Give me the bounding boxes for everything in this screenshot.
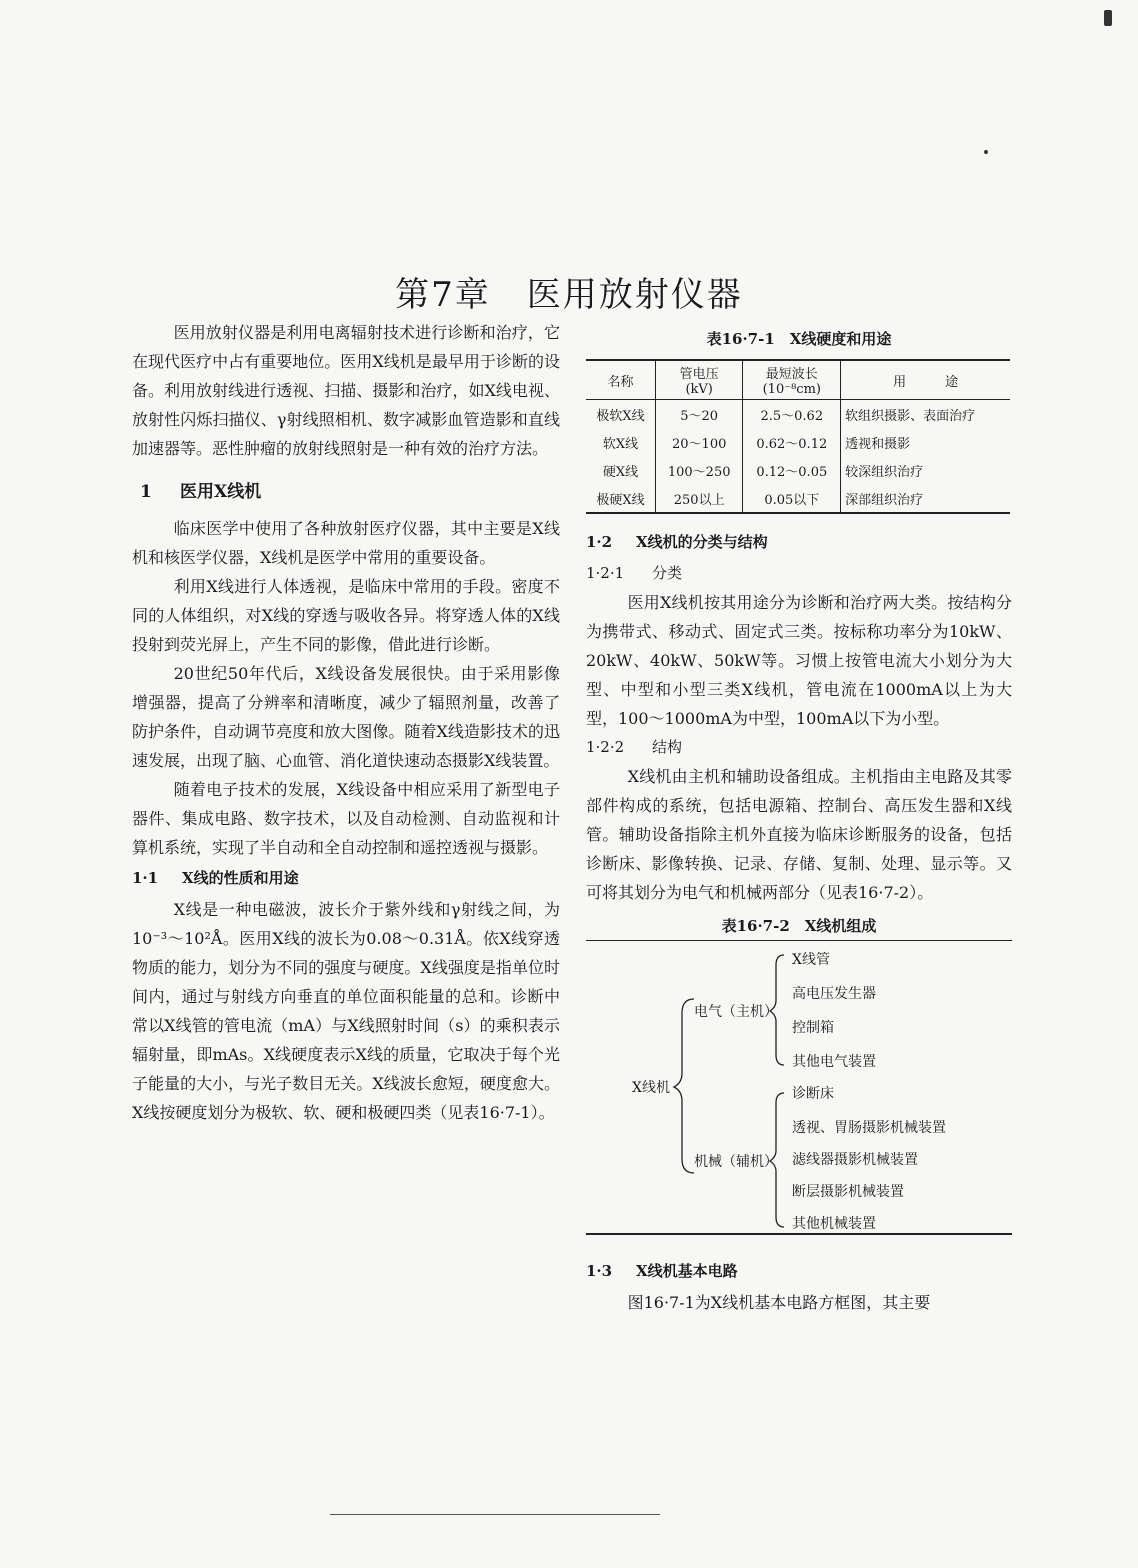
section-1-heading (140, 477, 560, 502)
root-label: X线机 (632, 1080, 670, 1096)
cell-voltage: 20～100 (655, 428, 743, 456)
section-title: 分类 (652, 564, 683, 582)
section-1-2-1-heading (586, 559, 1012, 588)
mechanical-label: 机械（辅机） (694, 1154, 778, 1170)
section-number: 1·2·2 (586, 738, 625, 756)
section-number: 1 (140, 482, 152, 502)
header-use: 用 途 (841, 360, 1010, 400)
section-1-3-heading (586, 1257, 1012, 1286)
cell-use: 较深组织治疗 (841, 456, 1010, 484)
cell-name: 极硬X线 (596, 492, 645, 508)
intro-paragraph: 医用放射仪器是利用电离辐射技术进行诊断和治疗，它在现代医疗中占有重要地位。医用X线机是最早用于诊断的设备。利用放射线进行透视、扫描、摄影和治疗，如X线电视、放射性闪烁扫描仪、γ射线照相机、数字减影血管造影和直线加速器等。恶性肿瘤的放射线照射是一种有效的治疗方法。 (132, 323, 560, 458)
electrical-item: 其他电气装置 (792, 1054, 876, 1070)
paragraph: X线是一种电磁波，波长介于紫外线和γ射线之间，为10⁻³～10²Å。医用X线的波长为0.08～0.31Å。依X线穿透物质的能力，划分为不同的强度与硬度。X线强度是指单位时间内，通过与射线方向垂直的单位面积能量的总和。诊断中常以X线管的管电流（mA）与X线照射时间（s）的乘积表示辐射量，即mAs。X线硬度表示X线的质量，它取决于每个光子能量的大小，与光子数目无关。X线波长愈短，硬度愈大。X线按硬度划分为极软、软、硬和极硬四类（见表16·7-1）。 (132, 900, 560, 1122)
cell-wavelength: 2.5～0.62 (743, 400, 841, 429)
section-1-1-heading (132, 864, 560, 893)
composition-diagram (586, 940, 1012, 1235)
table-row (586, 456, 1010, 484)
paragraph: 20世纪50年代后，X线设备发展很快。由于采用影像增强器，提高了分辨率和清晰度，减少了辐照剂量，改善了防护条件，自动调节亮度和放大图像。随着X线造影技术的迅速发展，出现了脑、心血管、消化道快速动态摄影X线装置。 (132, 664, 560, 770)
cell-name: 硬X线 (602, 464, 639, 480)
mechanical-item: 透视、胃肠摄影机械装置 (792, 1120, 946, 1136)
header-name: 名称 (586, 360, 655, 400)
section-title: X线机的分类与结构 (636, 533, 768, 551)
cell-wavelength: 0.12～0.05 (743, 456, 841, 484)
paragraph: 随着电子技术的发展，X线设备中相应采用了新型电子器件、集成电路、数字技术，以及自动检测、自动监视和计算机系统，实现了半自动和全自动控制和遥控透视与摄影。 (132, 780, 560, 857)
chapter-title: 第7章 医用放射仪器 (395, 274, 743, 315)
paragraph: 利用X线进行人体透视，是临床中常用的手段。密度不同的人体组织，对X线的穿透与吸收各异。将穿透人体的X线投射到荧光屏上，产生不同的影像，借此进行诊断。 (132, 577, 560, 654)
scan-speck (984, 150, 988, 154)
cell-use: 透视和摄影 (841, 428, 1010, 456)
section-1-2-heading (586, 528, 1012, 557)
electrical-item: 控制箱 (792, 1020, 834, 1036)
table-row (586, 484, 1010, 513)
scan-speck (1104, 10, 1112, 26)
section-1-2-2-heading (586, 733, 1012, 762)
mechanical-item: 诊断床 (792, 1086, 834, 1102)
table-1-caption: 表16·7-1 X线硬度和用途 (706, 330, 892, 348)
cell-voltage: 250以上 (655, 484, 743, 513)
section-title: 结构 (652, 738, 683, 756)
cell-wavelength: 0.05以下 (743, 484, 841, 513)
mechanical-item: 其他机械装置 (792, 1216, 876, 1232)
right-column (586, 318, 1012, 1317)
section-title: X线的性质和用途 (182, 869, 299, 887)
header-voltage: 管电压 (kV) (655, 360, 743, 400)
paragraph: 图16·7-1为X线机基本电路方框图，其主要 (627, 1293, 931, 1312)
electrical-item: 高电压发生器 (792, 986, 876, 1002)
cell-use: 深部组织治疗 (841, 484, 1010, 513)
table-row (586, 400, 1010, 429)
cell-use: 软组织摄影、表面治疗 (841, 400, 1010, 429)
cell-name: 极软X线 (596, 408, 645, 424)
left-column (132, 318, 560, 1127)
section-number: 1·2 (586, 533, 613, 551)
electrical-item: X线管 (792, 952, 830, 968)
mechanical-item: 断层摄影机械装置 (792, 1184, 904, 1200)
header-wavelength: 最短波长 (10⁻⁸cm) (743, 360, 841, 400)
bottom-scan-line (330, 1514, 660, 1515)
electrical-label: 电气（主机） (694, 1004, 778, 1020)
hardness-table (586, 359, 1010, 514)
paragraph: 临床医学中使用了各种放射医疗仪器，其中主要是X线机和核医学仪器，X线机是医学中常用的重要设备。 (132, 519, 560, 567)
cell-name: 软X线 (602, 436, 639, 452)
section-number: 1·3 (586, 1262, 613, 1280)
table-2-caption: 表16·7-2 X线机组成 (721, 917, 877, 935)
section-number: 1·2·1 (586, 564, 625, 582)
cell-voltage: 100～250 (655, 456, 743, 484)
paragraph: X线机由主机和辅助设备组成。主机指由主电路及其零部件构成的系统，包括电源箱、控制台、高压发生器和X线管。辅助设备指除主机外直接为临床诊断服务的设备，包括诊断床、影像转换、记录、存储、复制、处理、显示等。又可将其划分为电气和机械两部分（见表16·7-2）。 (586, 767, 1012, 902)
cell-wavelength: 0.62～0.12 (743, 428, 841, 456)
mechanical-item: 滤线器摄影机械装置 (792, 1152, 918, 1168)
section-title: X线机基本电路 (636, 1262, 738, 1280)
paragraph: 医用X线机按其用途分为诊断和治疗两大类。按结构分为携带式、移动式、固定式三类。按标称功率分为10kW、20kW、40kW、50kW等。习惯上按管电流大小划分为大型、中型和小型三类X线机，管电流在1000mA以上为大型，100～1000mA为中型，100mA以下为小型。 (586, 593, 1012, 728)
section-number: 1·1 (132, 869, 159, 887)
cell-voltage: 5～20 (655, 400, 743, 429)
section-title: 医用X线机 (180, 482, 262, 502)
table-row (586, 428, 1010, 456)
